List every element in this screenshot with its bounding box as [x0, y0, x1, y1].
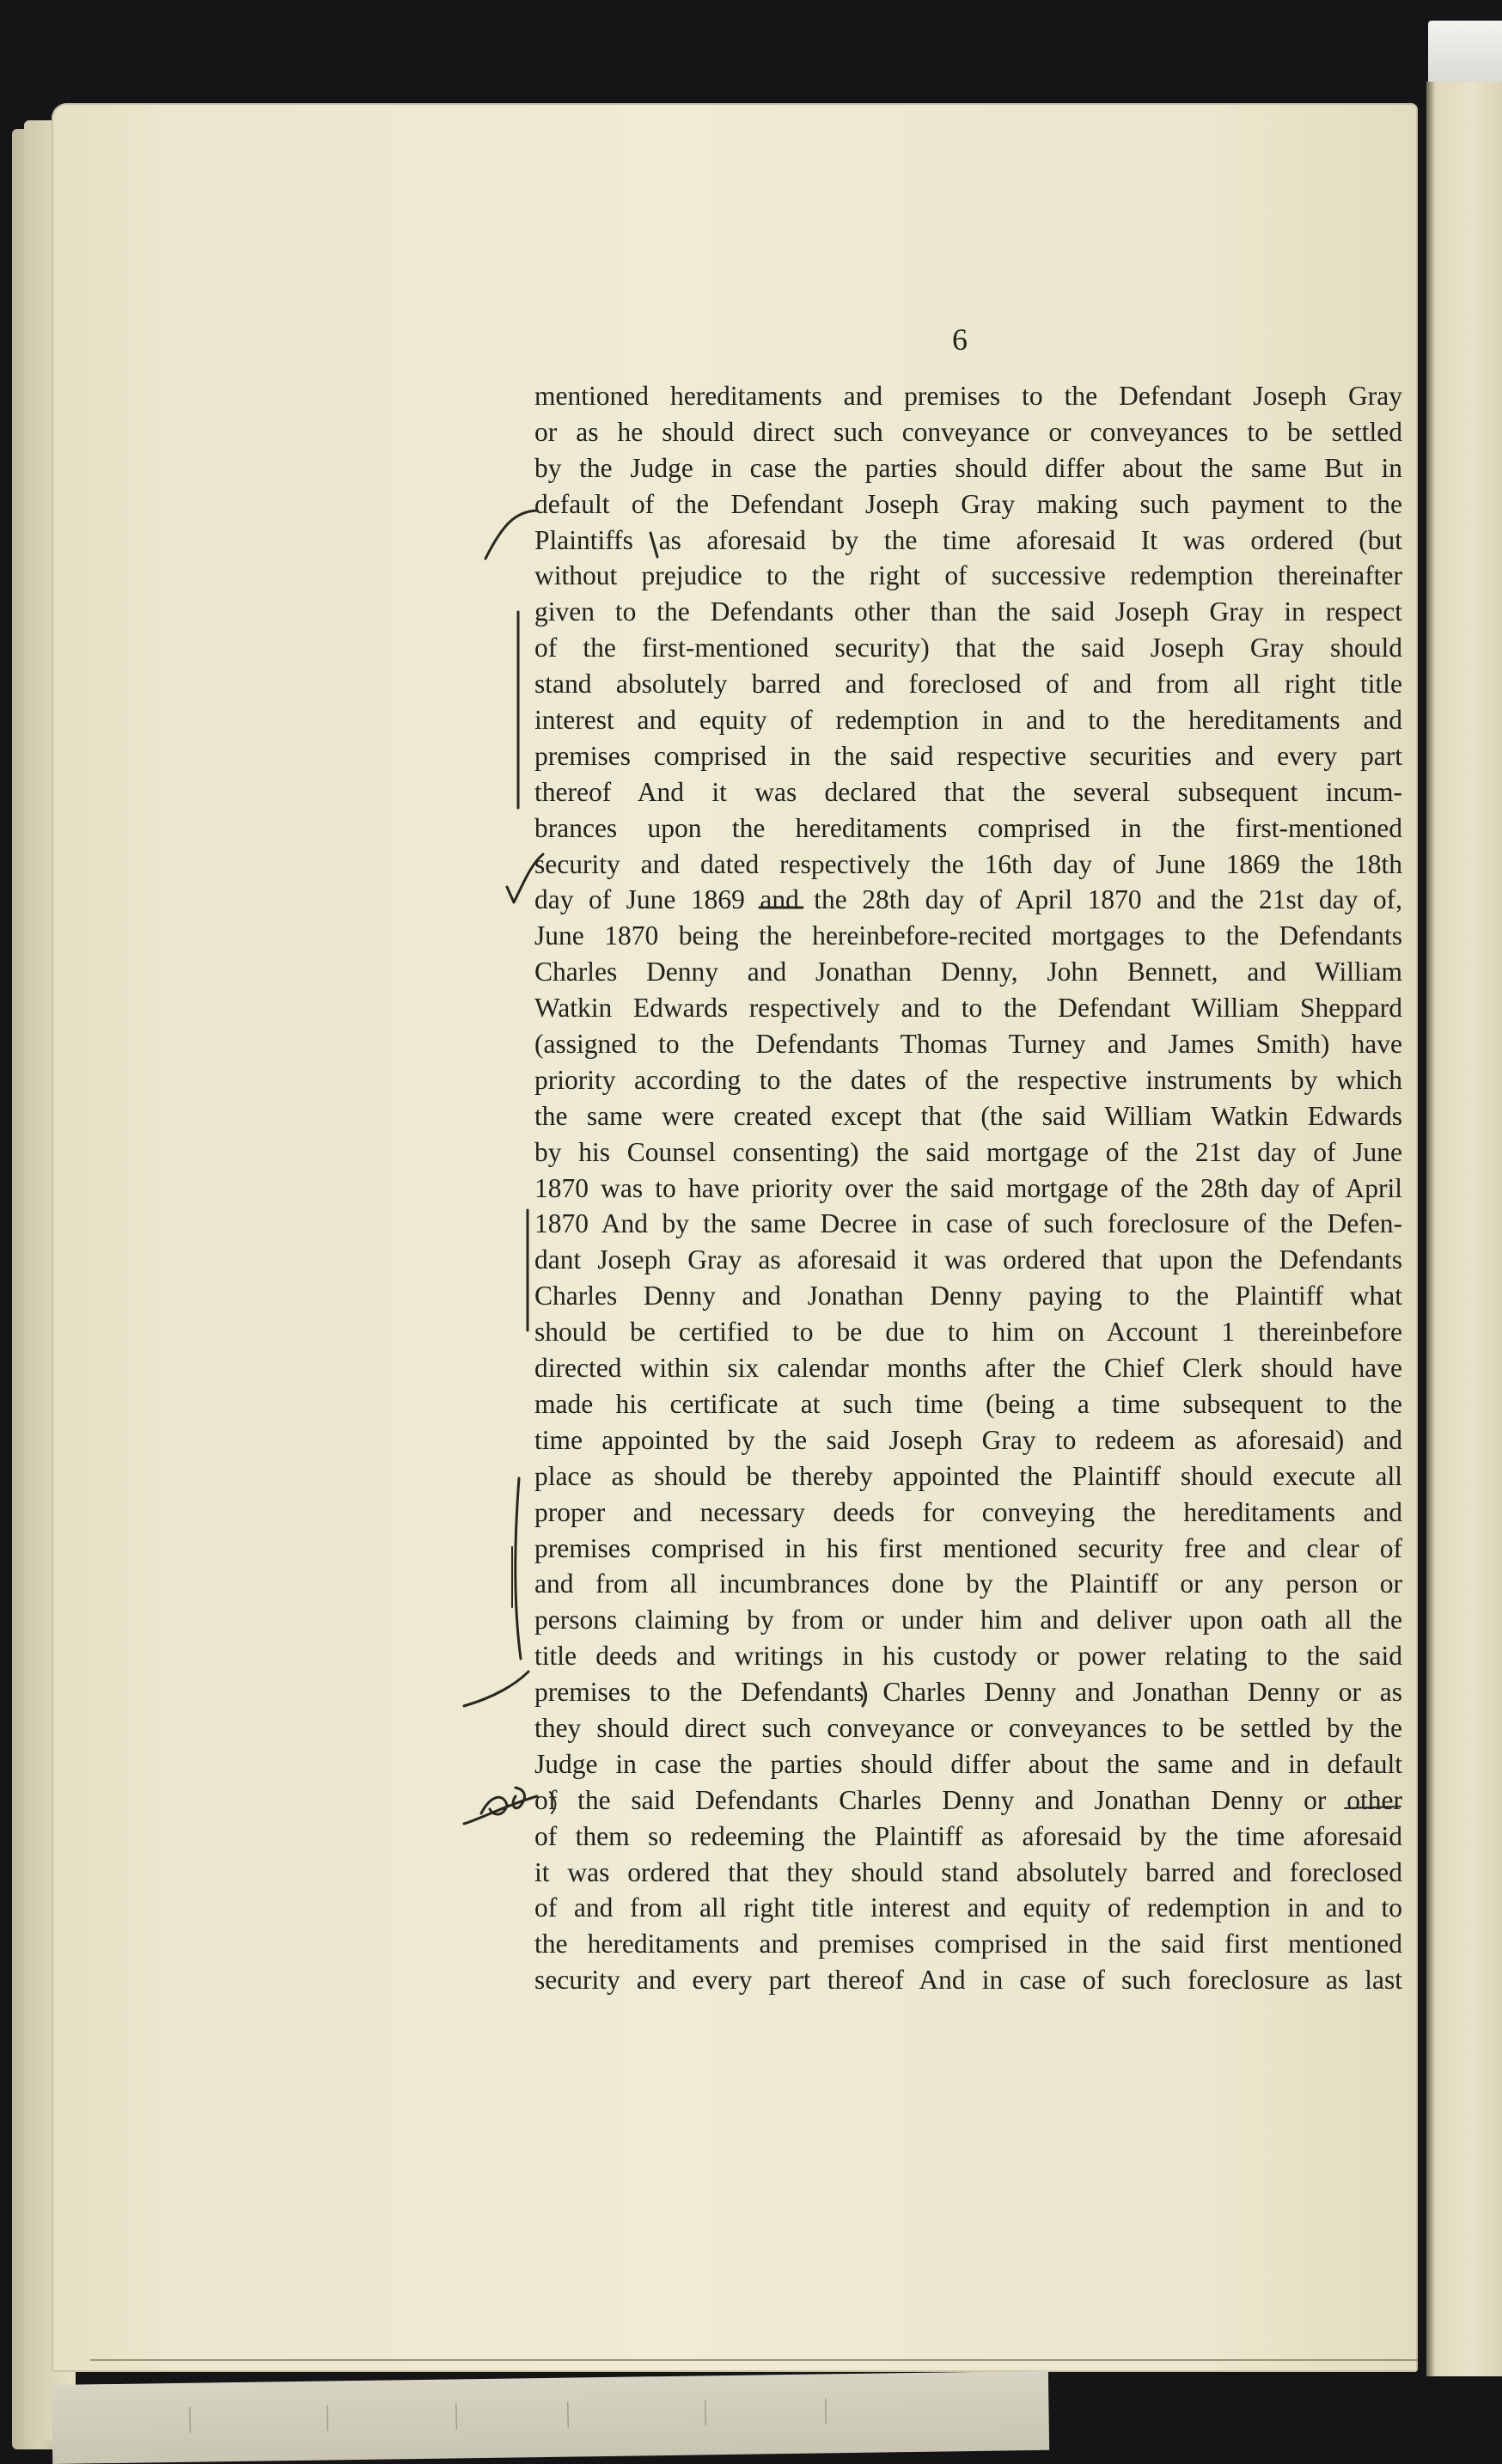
text-line: thereof And it was declared that the several subsequent incum- [534, 776, 1402, 807]
text-line: default of the Defendant Joseph Gray making such payment to the [534, 488, 1402, 519]
text-line: security and dated respectively the 16th day of June 1869 the 18th [534, 848, 1402, 879]
text-line: persons claiming by from or under him and deliver upon oath all the [534, 1605, 1402, 1636]
page-number: 6 [952, 322, 968, 357]
text-line: brances upon the hereditaments comprised in the first-mentioned [534, 812, 1402, 843]
text-line: made his certificate at such time (being a time subsequent to the [534, 1388, 1402, 1419]
text-line: interest and equity of redemption in and to the hereditaments and [534, 705, 1402, 736]
text-line: premises comprised in the said respective securities and every part [534, 740, 1402, 771]
text-line: of the said Defendants Charles Denny and Jonathan Denny or other [534, 1784, 1402, 1815]
text-line: by his Counsel consenting) the said mortgage of the 21st day of June [534, 1136, 1402, 1167]
text-line: premises comprised in his first mentioned security free and clear of [534, 1532, 1402, 1563]
text-line: stand absolutely barred and foreclosed of and from all right title [534, 669, 1402, 700]
text-line: (assigned to the Defendants Thomas Turney and James Smith) have [534, 1029, 1402, 1060]
text-line: of them so redeeming the Plaintiff as aforesaid by the time aforesaid [534, 1820, 1402, 1851]
text-line: day of June 1869 and the 28th day of April 1870 and the 21st day of, [534, 884, 1402, 915]
text-line: dant Joseph Gray as aforesaid it was ordered that upon the Defendants [534, 1244, 1402, 1275]
text-line: Judge in case the parties should differ about the same and in default [534, 1748, 1402, 1779]
text-line: of the first-mentioned security) that the said Joseph Gray should [534, 633, 1402, 663]
text-line: premises to the Defendants Charles Denny and Jonathan Denny or as [534, 1677, 1402, 1708]
ledger-strip [52, 2371, 1049, 2464]
text-line: place as should be thereby appointed the Plaintiff should execute all [534, 1460, 1402, 1491]
text-line: and from all incumbrances done by the Plaintiff or any person or [534, 1568, 1402, 1599]
text-line: or as he should direct such conveyance or conveyances to be settled [534, 416, 1402, 447]
text-line: mentioned hereditaments and premises to the Defendant Joseph Gray [534, 381, 1402, 411]
text-line: it was ordered that they should stand absolutely barred and foreclosed [534, 1856, 1402, 1887]
text-line: 1870 was to have priority over the said mortgage of the 28th day of April [534, 1172, 1402, 1203]
text-line: of and from all right title interest and equity of redemption in and to [534, 1892, 1402, 1923]
text-line: Watkin Edwards respectively and to the Defendant William Sheppard [534, 993, 1402, 1024]
bottom-rule [90, 2359, 1418, 2361]
text-line: given to the Defendants other than the said Joseph Gray in respect [534, 596, 1402, 627]
text-line: June 1870 being the hereinbefore-recited mortgages to the Defendants [534, 920, 1402, 951]
text-line: Plaintiffs as aforesaid by the time aforesaid It was ordered (but [534, 524, 1402, 555]
text-line: directed within six calendar months after the Chief Clerk should have [534, 1353, 1402, 1384]
text-line: should be certified to be due to him on Account 1 thereinbefore [534, 1317, 1402, 1348]
text-line: they should direct such conveyance or conveyances to be settled by the [534, 1712, 1402, 1743]
text-line: the hereditaments and premises comprised in the said first mentioned [534, 1929, 1402, 1960]
body-text [534, 378, 1402, 1998]
text-line: time appointed by the said Joseph Gray to redeem as aforesaid) and [534, 1424, 1402, 1455]
text-line: the same were created except that (the said William Watkin Edwards [534, 1100, 1402, 1131]
text-line: 1870 And by the same Decree in case of such foreclosure of the Defen- [534, 1208, 1402, 1239]
text-line: by the Judge in case the parties should differ about the same But in [534, 452, 1402, 483]
text-line: priority according to the dates of the respective instruments by which [534, 1064, 1402, 1095]
text-line: proper and necessary deeds for conveying the hereditaments and [534, 1496, 1402, 1527]
page-tab [1428, 21, 1502, 89]
text-line: without prejudice to the right of successive redemption thereinafter [534, 560, 1402, 591]
facing-page-edge [1426, 82, 1502, 2376]
text-line: security and every part thereof And in case of such foreclosure as last [534, 1965, 1402, 1996]
text-line: Charles Denny and Jonathan Denny paying to the Plaintiff what [534, 1281, 1402, 1311]
text-line: Charles Denny and Jonathan Denny, John Bennett, and William [534, 957, 1402, 987]
text-line: title deeds and writings in his custody or power relating to the said [534, 1641, 1402, 1672]
